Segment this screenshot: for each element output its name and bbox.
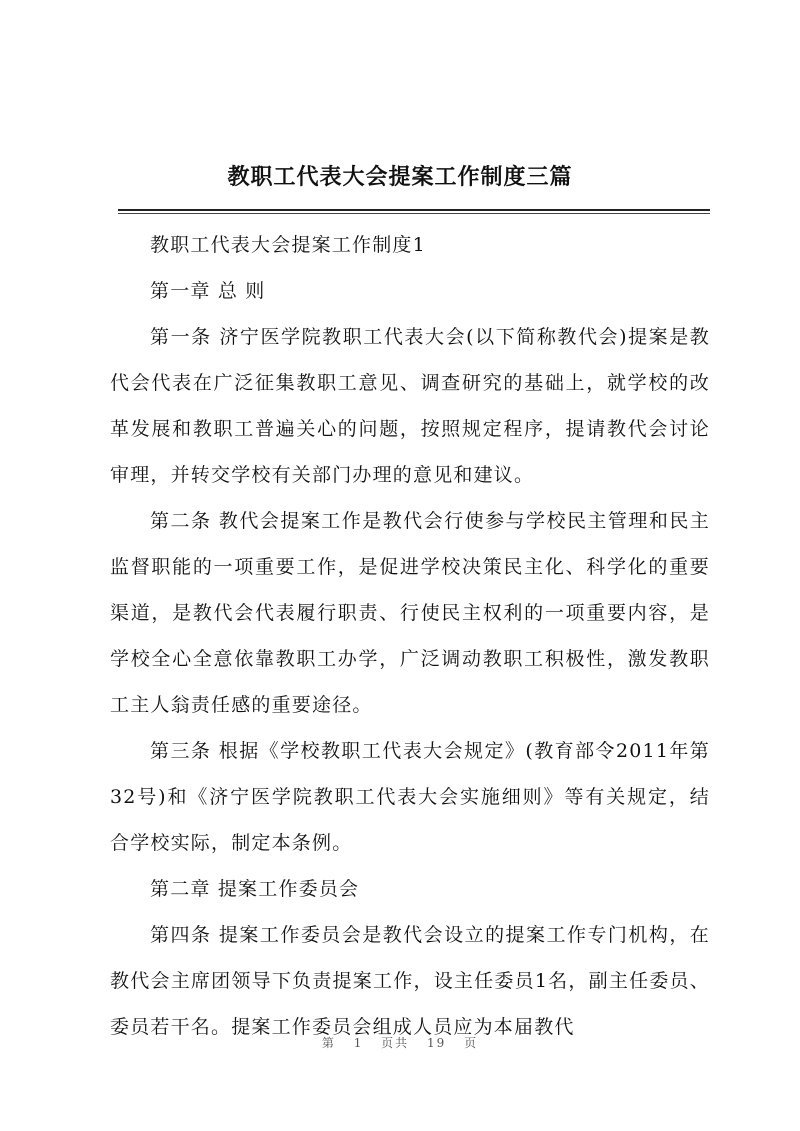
page-number: 1 bbox=[353, 1036, 364, 1050]
article-paragraph: 第四条 提案工作委员会是教代会设立的提案工作专门机构，在教代会主席团领导下负责提案工作，设主任委员1名，副主任委员、委员若干名。提案工作委员会组成人员应为本届教代 bbox=[110, 924, 710, 1038]
page-total: 19 bbox=[427, 1036, 447, 1050]
section-heading: 教职工代表大会提案工作制度1 bbox=[150, 234, 426, 256]
article-paragraph: 第一条 济宁医学院教职工代表大会(以下简称教代会)提案是教代会代表在广泛征集教职工意见、调查研究的基础上，就学校的改革发展和教职工普遍关心的问题，按照规定程序，提请教代会讨论审理，并转交学校有关部门办理的意见和建议。 bbox=[110, 326, 710, 486]
page-footer bbox=[0, 1034, 800, 1051]
chapter-heading: 第二章 提案工作委员会 bbox=[150, 878, 360, 900]
document-title: 教职工代表大会提案工作制度三篇 bbox=[227, 164, 573, 190]
footer-label-end: 页 bbox=[464, 1036, 479, 1050]
document-body bbox=[110, 222, 710, 1050]
footer-label-of: 页共 bbox=[381, 1036, 410, 1050]
title-underline bbox=[118, 209, 710, 211]
article-paragraph: 第三条 根据《学校教职工代表大会规定》(教育部令2011年第32号)和《济宁医学院教职工代表大会实施细则》等有关规定，结合学校实际，制定本条例。 bbox=[110, 740, 710, 854]
chapter-heading: 第一章 总 则 bbox=[150, 280, 266, 302]
article-paragraph: 第二条 教代会提案工作是教代会行使参与学校民主管理和民主监督职能的一项重要工作，是促进学校决策民主化、科学化的重要渠道，是教代会代表履行职责、行使民主权利的一项重要内容，是学校全心全意依靠教职工办学，广泛调动教职工积极性，激发教职工主人翁责任感的重要途径。 bbox=[110, 510, 710, 716]
title-underline-thin bbox=[118, 213, 710, 214]
footer-label-page: 第 bbox=[321, 1036, 336, 1050]
